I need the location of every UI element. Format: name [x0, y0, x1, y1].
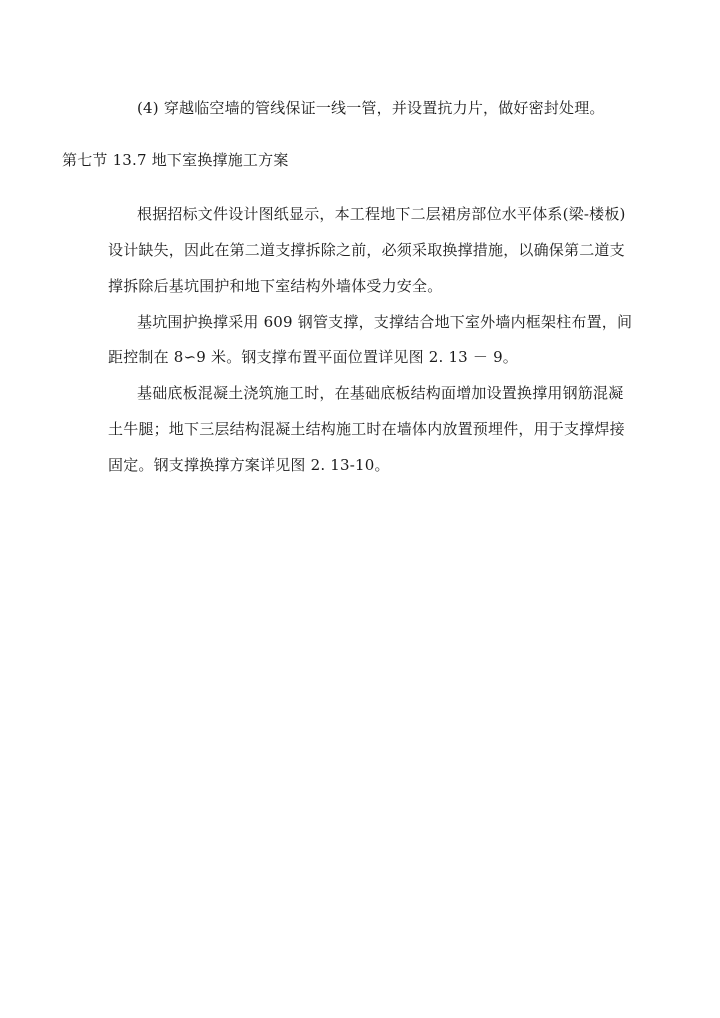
list-item-4: (4) 穿越临空墙的管线保证一线一管，并设置抗力片，做好密封处理。 [137, 99, 605, 117]
paragraph-line: 固定。钢支撑换撑方案详见图 2. 13-10。 [108, 456, 390, 474]
paragraph-line: 基础底板混凝土浇筑施工时，在基础底板结构面增加设置换撑用钢筋混凝 [137, 384, 624, 402]
paragraph-line: 撑拆除后基坑围护和地下室结构外墙体受力安全。 [108, 277, 443, 295]
paragraph-line: 基坑围护换撑采用 609 钢管支撑，支撑结合地下室外墙内框架柱布置，间 [137, 313, 633, 331]
paragraph-line: 根据招标文件设计图纸显示，本工程地下二层裙房部位水平体系(梁-楼板) [137, 205, 626, 223]
paragraph-line: 土牛腿；地下三层结构混凝土结构施工时在墙体内放置预埋件，用于支撑焊接 [108, 420, 625, 438]
paragraph-line: 设计缺失，因此在第二道支撑拆除之前，必须采取换撑措施，以确保第二道支 [108, 241, 625, 259]
paragraph-line: 距控制在 8∽9 米。钢支撑布置平面位置详见图 2. 13 － 9。 [108, 348, 519, 366]
section-heading: 第七节 13.7 地下室换撑施工方案 [62, 151, 289, 169]
